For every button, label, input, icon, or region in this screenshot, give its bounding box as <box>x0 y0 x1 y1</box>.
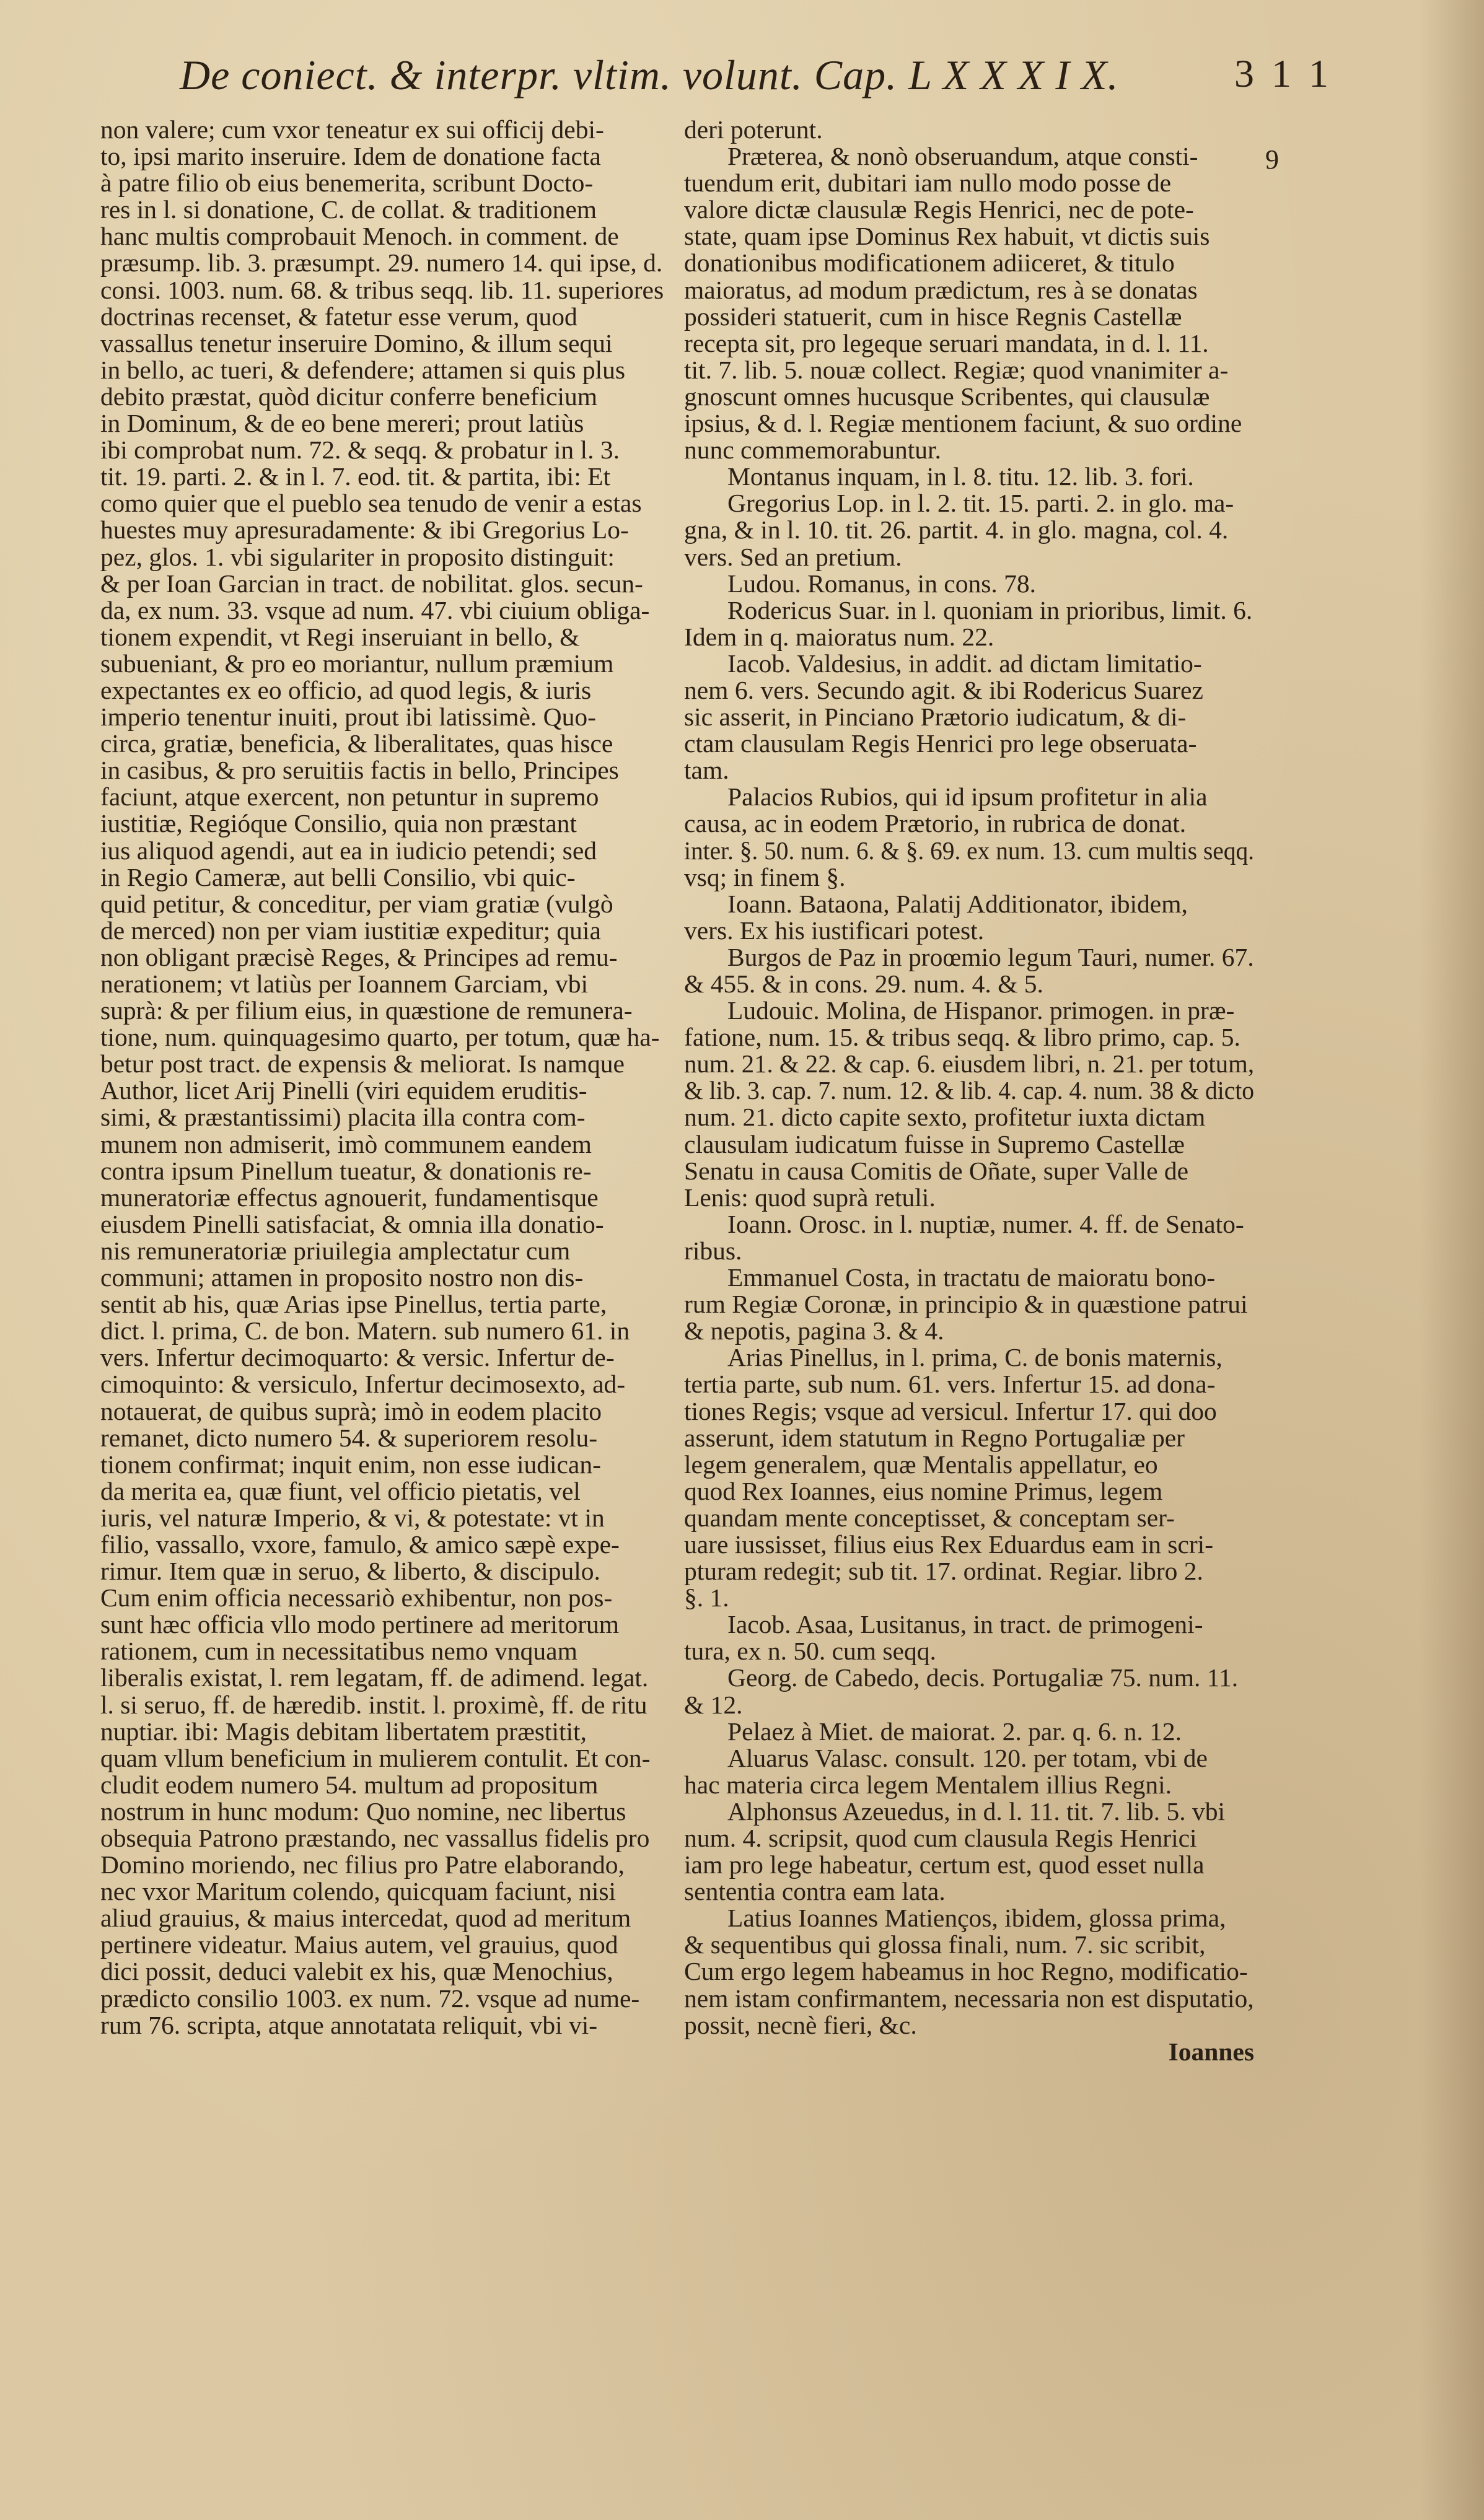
text-line: uare iussisset, filius eius Rex Eduardus eam in scri- <box>684 1529 1214 1559</box>
text-line: ctam clausulam Regis Henrici pro lege obseruata- <box>684 729 1197 758</box>
text-line: aliud grauius, & maius intercedat, quod ad meritum <box>100 1904 631 1933</box>
text-line: simi, & præstantissimi) placita illa contra com- <box>100 1103 586 1132</box>
text-line: in casibus, & pro seruitiis factis in bello, Principes <box>100 756 619 785</box>
text-line: sic asserit, in Pinciano Prætorio iudicatum, & di- <box>684 702 1187 732</box>
text-line: iuris, vel naturæ Imperio, & vi, & potestate: vt in <box>100 1503 605 1532</box>
text-line: Montanus inquam, in l. 8. titu. 12. lib. 3. fori. <box>727 462 1194 491</box>
text-line: Gregorius Lop. in l. 2. tit. 15. parti. 2. in glo. ma- <box>727 489 1234 518</box>
text-line: doctrinas recenset, & fatetur esse verum, quod <box>100 302 577 331</box>
text-line: contra ipsum Pinellum tueatur, & donationis re- <box>100 1156 592 1185</box>
text-line: to, ipsi marito inseruire. Idem de donatione facta <box>100 142 601 171</box>
text-line: tuendum erit, dubitari iam nullo modo posse de <box>684 168 1172 198</box>
text-line: consi. 1003. num. 68. & tribus seqq. lib. 11. superiores <box>100 275 664 304</box>
page-fold-shadow <box>1419 0 1484 2520</box>
text-line: subueniant, & pro eo moriantur, nullum præmium <box>100 649 614 678</box>
text-line: obsequia Patrono præstando, nec vassallus fidelis pro <box>100 1824 650 1852</box>
running-title: De coniect. & interpr. vltim. volunt. Cap. L X X X I X. <box>180 51 1119 98</box>
text-line: nerationem; vt latiùs per Ioannem Garciam, vbi <box>100 969 589 998</box>
text-line: & lib. 3. cap. 7. num. 12. & lib. 4. cap. 4. num. 38 & dicto <box>684 1076 1254 1105</box>
text-line: Ludouic. Molina, de Hispanor. primogen. in præ- <box>727 996 1235 1025</box>
text-line: gna, & in l. 10. tit. 26. partit. 4. in glo. magna, col. 4. <box>684 515 1229 545</box>
text-line: imperio tenentur inuiti, prout ibi latissimè. Quo- <box>100 702 596 732</box>
text-line: Rodericus Suar. in l. quoniam in prioribus, limit. 6. <box>727 595 1253 624</box>
text-line: pturam redegit; sub tit. 17. ordinat. Regiar. libro 2. <box>684 1557 1203 1586</box>
left-column <box>100 116 664 2039</box>
text-line: faciunt, atque exercent, non petuntur in supremo <box>100 782 599 812</box>
margin-note: 9 <box>1265 144 1279 175</box>
text-line: hac materia circa legem Mentalem illius Regni. <box>684 1770 1172 1799</box>
text-line: & per Ioan Garcian in tract. de nobilitat. glos. secun- <box>100 569 643 598</box>
right-column <box>684 116 1254 2065</box>
text-line: Ioann. Bataona, Palatij Additionator, ibidem, <box>727 889 1188 918</box>
text-line: tiones Regis; vsque ad versicul. Infertur 17. qui doo <box>684 1396 1217 1425</box>
text-line: filio, vassallo, vxore, famulo, & amico sæpè expe- <box>100 1529 620 1559</box>
text-line: ipsius, & d. l. Regiæ mentionem faciunt, & suo ordine <box>684 409 1242 438</box>
text-line: Cum ergo legem habeamus in hoc Regno, modificatio- <box>684 1957 1248 1986</box>
text-line: vsq; in finem §. <box>684 862 846 891</box>
text-line: vers. Ex his iustificari potest. <box>684 916 985 945</box>
text-line: non valere; cum vxor teneatur ex sui officij debi- <box>100 115 604 144</box>
text-line: clausulam iudicatum fuisse in Supremo Castellæ <box>684 1129 1185 1158</box>
text-line: Georg. de Cabedo, decis. Portugaliæ 75. num. 11. <box>727 1663 1239 1692</box>
text-line: Aluarus Valasc. consult. 120. per totam, vbi de <box>727 1743 1208 1772</box>
text-line: vassallus tenetur inseruire Domino, & illum sequi <box>100 328 613 357</box>
text-line: Senatu in causa Comitis de Oñate, super Valle de <box>684 1156 1189 1185</box>
text-line: quam vllum beneficium in mulierem contulit. Et con- <box>100 1743 651 1772</box>
text-line: iam pro lege habeatur, certum est, quod esset nulla <box>684 1850 1205 1879</box>
text-line: rationem, cum in necessitatibus nemo vnquam <box>100 1637 577 1666</box>
text-line: munem non admiserit, imò communem eandem <box>100 1129 592 1158</box>
text-line: à patre filio ob eius benemerita, scribunt Docto- <box>100 168 594 198</box>
text-line: possideri statuerit, cum in hisce Regnis Castellæ <box>684 302 1182 331</box>
text-line: de merced) non per viam iustitiæ expeditur; quia <box>100 916 601 945</box>
text-line: tit. 19. parti. 2. & in l. 7. eod. tit. & partita, ibi: Et <box>100 462 610 491</box>
text-line: non obligant præcisè Reges, & Principes ad remu- <box>100 942 618 971</box>
text-line: Idem in q. maioratus num. 22. <box>684 622 994 651</box>
text-line: da, ex num. 33. vsque ad num. 47. vbi ciuium obliga- <box>100 595 650 624</box>
text-line: tertia parte, sub num. 61. vers. Infertur 15. ad dona- <box>684 1370 1216 1399</box>
text-line: Cum enim officia necessariò exhibentur, non pos- <box>100 1583 613 1612</box>
text-line: nem 6. vers. Secundo agit. & ibi Rodericus Suarez <box>684 675 1203 704</box>
text-line: nec vxor Maritum colendo, quicquam faciunt, nisi <box>100 1877 617 1906</box>
text-line: dict. l. prima, C. de bon. Matern. sub numero 61. in <box>100 1316 630 1345</box>
text-line: circa, gratiæ, beneficia, & liberalitates, quas hisce <box>100 729 613 758</box>
text-line: causa, ac in eodem Prætorio, in rubrica de donat. <box>684 809 1187 838</box>
text-line: Pelaez à Miet. de maiorat. 2. par. q. 6. n. 12. <box>727 1717 1182 1746</box>
text-line: Iacob. Valdesius, in addit. ad dictam limitatio- <box>727 649 1202 678</box>
text-line: notauerat, de quibus suprà; imò in eodem placito <box>100 1396 602 1425</box>
text-line: tionem confirmat; inquit enim, non esse iudican- <box>100 1450 601 1479</box>
text-line: possit, necnè fieri, &c. <box>684 2010 917 2039</box>
text-line: Arias Pinellus, in l. prima, C. de bonis maternis, <box>727 1343 1223 1372</box>
text-line: prædicto consilio 1003. ex num. 72. vsque ad nume- <box>100 1984 640 2013</box>
text-line: cludit eodem numero 54. multum ad propositum <box>100 1770 599 1799</box>
text-line: nuptiar. ibi: Magis debitam libertatem præstitit, <box>100 1717 587 1746</box>
text-line: eiusdem Pinelli satisfaciat, & omnia illa donatio- <box>100 1209 604 1238</box>
text-line: Ioann. Orosc. in l. nuptiæ, numer. 4. ff. de Senato- <box>727 1209 1244 1238</box>
page-number: 3 1 1 <box>1234 51 1332 95</box>
text-line: betur post tract. de expensis & meliorat. Is namque <box>100 1049 625 1078</box>
text-line: sententia contra eam lata. <box>684 1877 946 1906</box>
text-line: muneratoriæ effectus agnouerit, fundamentisque <box>100 1183 599 1212</box>
text-line: fatione, num. 15. & tribus seqq. & libro primo, cap. 5. <box>684 1023 1240 1052</box>
text-line: & nepotis, pagina 3. & 4. <box>684 1316 944 1345</box>
text-line: & sequentibus qui glossa finali, num. 7. sic scribit, <box>684 1930 1206 1959</box>
text-line: sunt hæc officia vllo modo pertinere ad meritorum <box>100 1610 620 1639</box>
text-line: quod Rex Ioannes, eius nomine Primus, legem <box>684 1476 1163 1505</box>
text-line: & 12. <box>684 1690 743 1719</box>
text-line: asserunt, idem statutum in Regno Portugaliæ per <box>684 1423 1185 1452</box>
text-line: Palacios Rubios, qui id ipsum profitetur in alia <box>727 782 1208 812</box>
text-line: nostrum in hunc modum: Quo nomine, nec libertus <box>100 1796 626 1826</box>
text-line: tam. <box>684 756 729 785</box>
text-line: como quier que el pueblo sea tenudo de venir a estas <box>100 489 642 518</box>
text-line: Ludou. Romanus, in cons. 78. <box>727 569 1036 598</box>
text-line: quandam mente conceptisset, & conceptam ser- <box>684 1503 1175 1532</box>
text-line: nem istam confirmantem, necessaria non est disputatio, <box>684 1984 1254 2013</box>
text-line: num. 21. dicto capite sexto, profitetur iuxta dictam <box>684 1103 1206 1132</box>
text-line: quid petitur, & conceditur, per viam gratiæ (vulgò <box>100 889 613 918</box>
text-line: Iacob. Asaa, Lusitanus, in tract. de primogeni- <box>727 1610 1203 1639</box>
text-line: pez, glos. 1. vbi sigulariter in proposito distinguit: <box>100 542 615 571</box>
text-line: §. 1. <box>684 1583 729 1612</box>
text-line: Lenis: quod suprà retuli. <box>684 1183 936 1212</box>
text-line: pertinere videatur. Maius autem, vel grauius, quod <box>100 1930 618 1959</box>
text-line: Latius Ioannes Matienços, ibidem, glossa prima, <box>727 1904 1226 1933</box>
text-line: legem generalem, quæ Mentalis appellatur, eo <box>684 1450 1158 1479</box>
text-line: num. 21. & 22. & cap. 6. eiusdem libri, n. 21. per totum, <box>684 1049 1254 1078</box>
text-line: tura, ex n. 50. cum seqq. <box>684 1637 936 1666</box>
text-line: tionem expendit, vt Regi inseruiant in bello, & <box>100 622 580 651</box>
text-line: state, quam ipse Dominus Rex habuit, vt dictis suis <box>684 222 1210 251</box>
text-line: l. si seruo, ff. de hæredib. instit. l. proximè, ff. de ritu <box>100 1690 648 1719</box>
text-line: in bello, ac tueri, & defendere; attamen si quis plus <box>100 355 626 384</box>
text-line: in Dominum, & de eo bene mereri; prout latiùs <box>100 409 584 438</box>
text-line: deri poterunt. <box>684 115 823 144</box>
text-line: gnoscunt omnes hucusque Scribentes, qui clausulæ <box>684 382 1210 411</box>
text-line: in Regio Cameræ, aut belli Consilio, vbi quic- <box>100 862 576 891</box>
text-line: & 455. & in cons. 29. num. 4. & 5. <box>684 969 1043 998</box>
text-line: da merita ea, quæ fiunt, vel officio pietatis, vel <box>100 1476 581 1505</box>
text-line: præsump. lib. 3. præsumpt. 29. numero 14. qui ipse, d. <box>100 248 663 278</box>
text-line: nis remuneratoriæ priuilegia amplectatur cum <box>100 1236 571 1265</box>
text-line: remanet, dicto numero 54. & superiorem resolu- <box>100 1423 598 1452</box>
text-line: num. 4. scripsit, quod cum clausula Regis Henrici <box>684 1824 1197 1852</box>
text-line: communi; attamen in proposito nostro non dis- <box>100 1263 584 1292</box>
text-line: Præterea, & nonò obseruandum, atque consti- <box>727 142 1198 171</box>
text-line: Author, licet Arij Pinelli (viri equidem eruditis- <box>100 1076 587 1105</box>
text-line: Burgos de Paz in proœmio legum Tauri, numer. 67. <box>727 942 1254 971</box>
running-header <box>180 51 1332 119</box>
text-line: Domino moriendo, nec filius pro Patre elaborando, <box>100 1850 625 1879</box>
text-line: tit. 7. lib. 5. nouæ collect. Regiæ; quod vnanimiter a- <box>684 355 1229 384</box>
text-line: tione, num. quinquagesimo quarto, per totum, quæ ha- <box>100 1023 660 1052</box>
text-line: ibi comprobat num. 72. & seqq. & probatur in l. 3. <box>100 435 620 465</box>
text-line: vers. Sed an pretium. <box>684 542 902 571</box>
text-line: cimoquinto: & versiculo, Infertur decimosexto, ad- <box>100 1370 626 1399</box>
text-line: liberalis existat, l. rem legatam, ff. de adimend. legat. <box>100 1663 649 1692</box>
text-line: Emmanuel Costa, in tractatu de maioratu bono- <box>727 1263 1216 1292</box>
text-line: rimur. Item quæ in seruo, & liberto, & discipulo. <box>100 1557 600 1586</box>
text-line: iustitiæ, Regióque Consilio, quia non præstant <box>100 809 577 838</box>
text-line: Alphonsus Azeuedus, in d. l. 11. tit. 7. lib. 5. vbi <box>727 1796 1226 1826</box>
text-line: nunc commemorabuntur. <box>684 435 941 465</box>
text-line: rum 76. scripta, atque annotatata reliquit, vbi vi- <box>100 2010 598 2039</box>
text-line: donationibus modificationem adiiceret, & titulo <box>684 248 1175 278</box>
text-line: vers. Infertur decimoquarto: & versic. Infertur de- <box>100 1343 615 1372</box>
catchword: Ioannes <box>1168 2037 1254 2066</box>
text-line: huestes muy apresuradamente: & ibi Gregorius Lo- <box>100 515 629 545</box>
text-line: ribus. <box>684 1236 742 1265</box>
text-line: ius aliquod agendi, aut ea in iudicio petendi; sed <box>100 836 597 865</box>
text-line: suprà: & per filium eius, in quæstione de remunera- <box>100 996 633 1025</box>
text-line: res in l. si donatione, C. de collat. & traditionem <box>100 195 597 224</box>
text-line: expectantes ex eo officio, ad quod legis, & iuris <box>100 675 592 704</box>
text-line: valore dictæ clausulæ Regis Henrici, nec de pote- <box>684 195 1194 224</box>
text-line: hanc multis comprobauit Menoch. in comment. de <box>100 222 619 251</box>
text-line: rum Regiæ Coronæ, in principio & in quæstione patrui <box>684 1290 1248 1319</box>
text-line: debito præstat, quòd dicitur conferre beneficium <box>100 382 598 411</box>
text-line: recepta sit, pro legeque seruari mandata, in d. l. 11. <box>684 328 1209 357</box>
text-line: dici possit, deduci valebit ex his, quæ Menochius, <box>100 1957 613 1986</box>
text-line: maioratus, ad modum prædictum, res à se donatas <box>684 275 1198 304</box>
text-line: inter. §. 50. num. 6. & §. 69. ex num. 13. cum multis seqq. <box>684 836 1254 865</box>
text-line: sentit ab his, quæ Arias ipse Pinellus, tertia parte, <box>100 1290 607 1319</box>
